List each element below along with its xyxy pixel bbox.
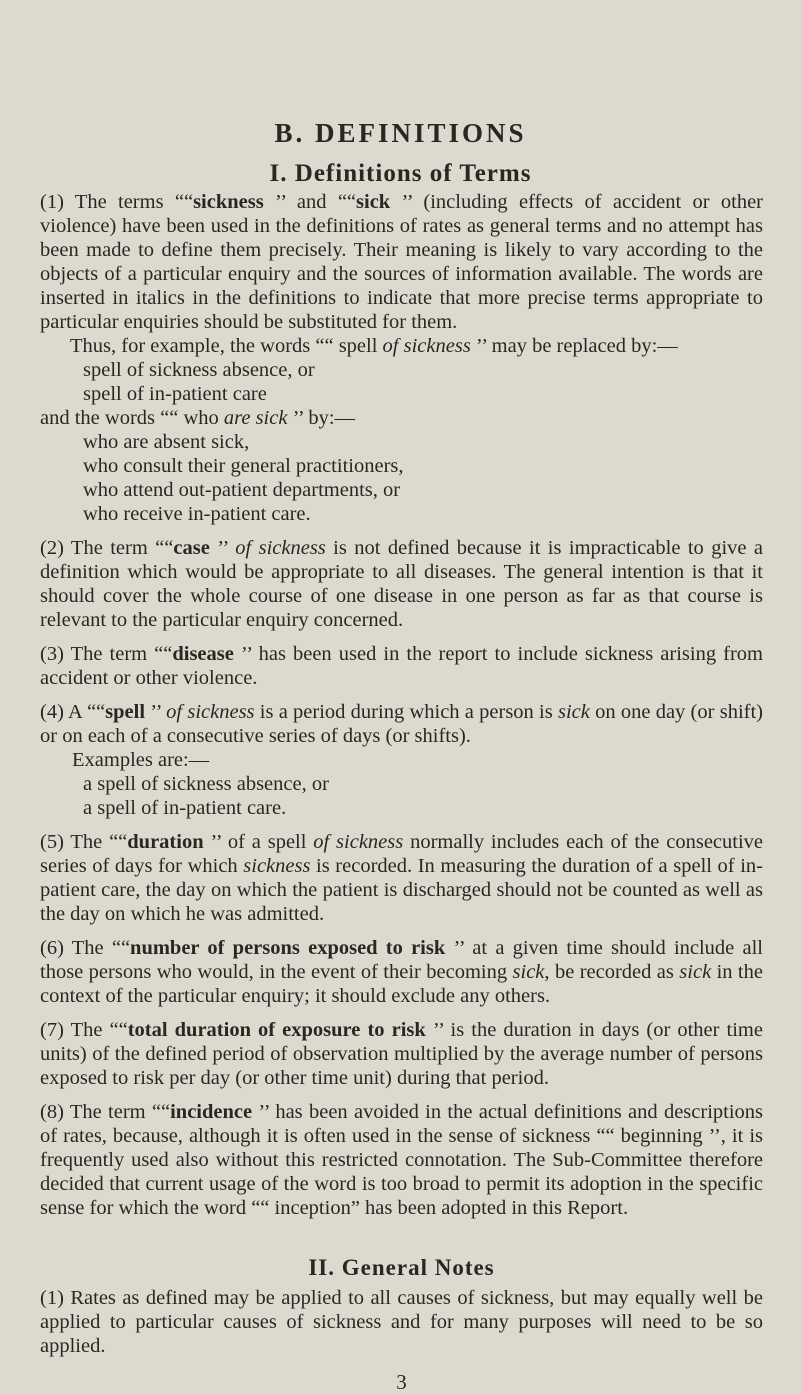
general-notes-heading: II. General Notes xyxy=(308,1255,495,1280)
subsection-heading: I. Definitions of Terms xyxy=(269,160,532,187)
paragraph-3: (3) The term ““disease ’’ has been used in the report to include sickness arising from accident or other violence. xyxy=(40,643,764,689)
examples-label: Examples are:— xyxy=(72,749,210,771)
list-item: who attend out-patient departments, or xyxy=(83,479,401,501)
list-examples xyxy=(40,772,763,820)
paragraph-5: (5) The ““duration ’’ of a spell of sickness normally includes each of the consecutive series of days for which sickness is recorded. In measuring the duration of a spell of in-patient care, the day on which the patient is discharged should not be counted as well as the day on which he was admitted. xyxy=(40,831,764,925)
paragraph-8: (8) The term ““incidence ’’ has been avoided in the actual definitions and descriptions of rates, because, although it is often used in the sense of sickness ““ beginning ’’, it is frequently used also without this restricted connotation. The Sub-Committee therefore decided that current usage of the word is too broad to permit its adoption in the specific sense for which the word ““ inception” has been adopted in this Report. xyxy=(40,1101,764,1219)
paragraph-general-1: (1) Rates as defined may be applied to all causes of sickness, but may equally well be applied to particular causes of sickness and for many purposes will need to be so applied. xyxy=(40,1287,763,1357)
list-item: who are absent sick, xyxy=(83,431,250,453)
paragraph-and: and the words ““ who are sick ’’ by:— xyxy=(40,407,356,429)
paragraph-thus: Thus, for example, the words ““ spell of sickness ’’ may be replaced by:— xyxy=(70,335,678,357)
list-item: spell of in-patient care xyxy=(83,383,267,405)
paragraph-1: (1) The terms ““sickness ’’ and ““sick ’’ (including effects of accident or other violence) have been used in the definitions of rates as general terms and no attempt has been made to define them precisely. Their meaning is likely to vary according to the objects of a particular enquiry and the sources of information available. The words are inserted in italics in the definitions to indicate that more precise terms appropriate to particular enquiries should be substituted for them. xyxy=(40,191,763,333)
paragraph-2: (2) The term ““case ’’ of sickness is not defined because it is impracticable to give a definition which would be appropriate to all diseases. The general intention is that it should cover the whole course of one disease in one person as far as that course is relevant to the particular enquiry concerned. xyxy=(40,537,763,631)
list-item: a spell of in-patient care. xyxy=(83,797,287,819)
section-heading: B. DEFINITIONS xyxy=(274,118,527,148)
page-number: 3 xyxy=(396,1370,407,1394)
list-item: a spell of sickness absence, or xyxy=(83,773,329,795)
paragraph-6: (6) The ““number of persons exposed to risk ’’ at a given time should include all those persons who would, in the event of their becoming sick, be recorded as sick in the context of the particular enquiry; it should exclude any others. xyxy=(40,937,763,1007)
list-item: who consult their general practitioners, xyxy=(83,455,404,477)
list-spell xyxy=(40,358,763,406)
document-body xyxy=(40,190,763,1394)
list-item: who receive in-patient care. xyxy=(83,503,311,525)
list-item: spell of sickness absence, or xyxy=(83,359,315,381)
paragraph-7: (7) The ““total duration of exposure to risk ’’ is the duration in days (or other time units) of the defined period of observation multiplied by the average number of persons exposed to risk per day (or other time unit) during that period. xyxy=(40,1019,763,1089)
paragraph-4: (4) A ““spell ’’ of sickness is a period during which a person is sick on one day (or shift) or on each of a consecutive series of days (or shifts). xyxy=(40,701,763,747)
list-who xyxy=(40,430,763,526)
